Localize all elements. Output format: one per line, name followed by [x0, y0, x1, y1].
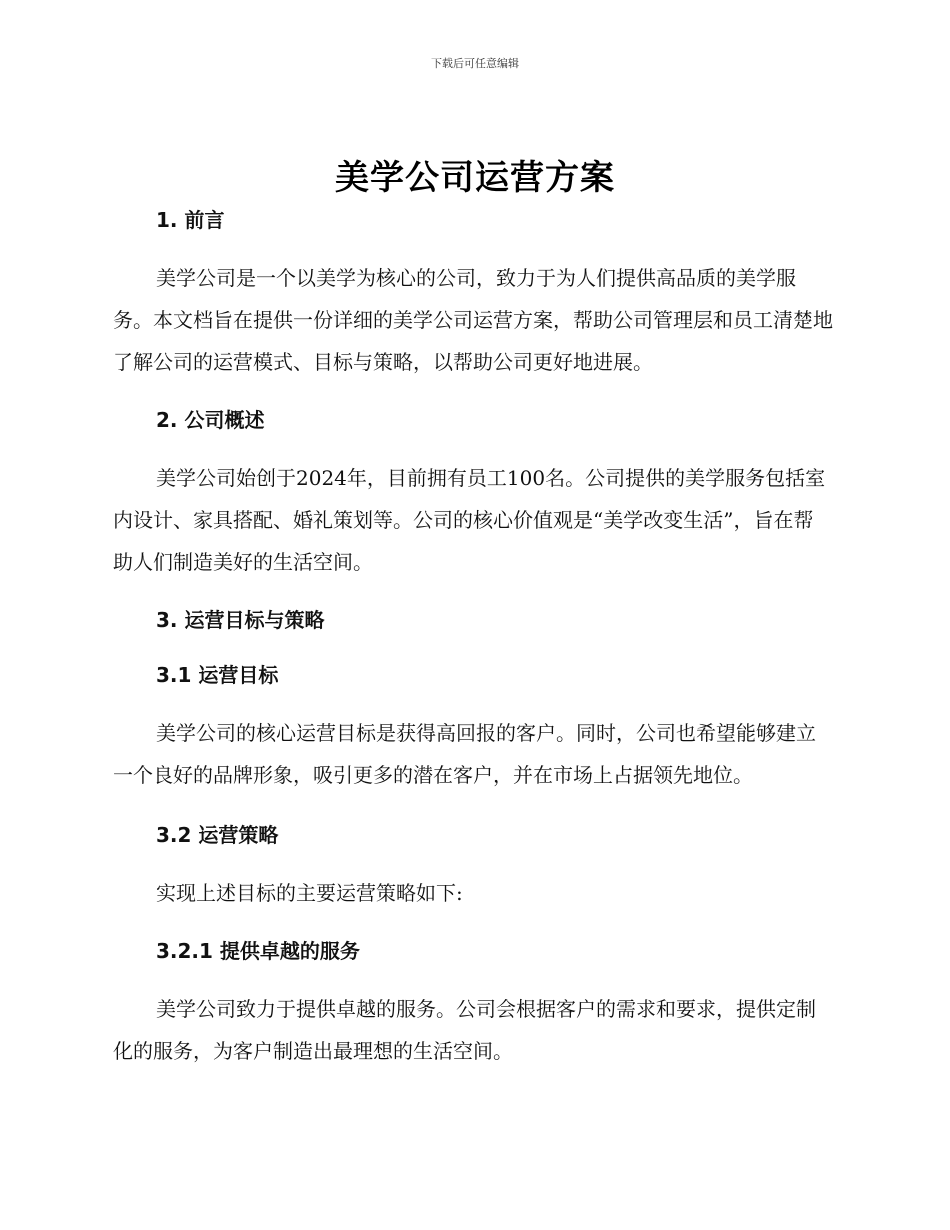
section-heading-goals-strategy: 3. 运营目标与策略 [156, 608, 325, 632]
section-heading-operating-strategy: 3.2 运营策略 [156, 823, 279, 847]
paragraph-operating-goals: 美学公司的核心运营目标是获得高回报的客户。同时，公司也希望能够建立一个良好的品牌形象，吸引更多的潜在客户，并在市场上占据领先地位。 [113, 721, 816, 787]
section-heading-excellent-service: 3.2.1 提供卓越的服务 [156, 939, 360, 963]
section-heading-operating-goals: 3.1 运营目标 [156, 663, 279, 687]
section-heading-preface: 1. 前言 [156, 208, 225, 232]
document-title: 美学公司运营方案 [335, 158, 615, 198]
header-note: 下载后可任意编辑 [431, 57, 519, 70]
paragraph-overview: 美学公司始创于2024年，目前拥有员工100名。公司提供的美学服务包括室内设计、家具搭配、婚礼策划等。公司的核心价值观是“美学改变生活”，旨在帮助人们制造美好的生活空间。 [113, 466, 826, 574]
section-heading-overview: 2. 公司概述 [156, 408, 265, 432]
paragraph-operating-strategy: 实现上述目标的主要运营策略如下: [156, 881, 463, 905]
document-body [113, 205, 833, 1072]
paragraph-excellent-service: 美学公司致力于提供卓越的服务。公司会根据客户的需求和要求，提供定制化的服务，为客户制造出最理想的生活空间。 [113, 997, 816, 1063]
paragraph-preface: 美学公司是一个以美学为核心的公司，致力于为人们提供高品质的美学服务。本文档旨在提供一份详细的美学公司运营方案，帮助公司管理层和员工清楚地了解公司的运营模式、目标与策略，以帮助公司更好地进展。 [113, 266, 833, 374]
